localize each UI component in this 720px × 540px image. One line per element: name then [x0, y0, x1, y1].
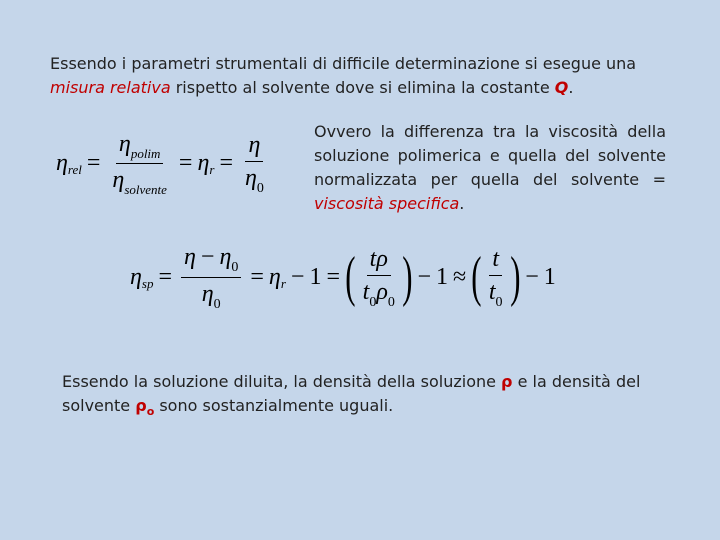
- eta-over-eta0-fraction: [242, 131, 267, 196]
- intro-end: .: [568, 78, 574, 97]
- fraction-denominator: $\eta_0$: [244, 164, 264, 196]
- left-paren: (: [471, 246, 482, 308]
- fraction-denominator: $\eta_{solvente}$: [112, 166, 167, 197]
- fraction-denominator: $\eta_0$: [201, 280, 221, 312]
- minus-sign: −: [417, 263, 432, 290]
- fraction-denominator: $t_0\rho_0$: [362, 278, 395, 310]
- intro-line1: Essendo i parametri strumentali di difficile determinazione si esegue una: [50, 54, 637, 73]
- fraction-numerator: η: [245, 131, 263, 162]
- one: 1: [436, 263, 449, 290]
- fraction-numerator: tρ: [367, 245, 391, 276]
- rho-symbol: ρ: [501, 372, 513, 391]
- equals-sign: =: [250, 263, 264, 290]
- specific-viscosity-paragraph: [314, 120, 666, 216]
- equals-sign: =: [158, 263, 173, 290]
- specific-highlight: viscosità specifica: [314, 194, 460, 213]
- approx-sign: ≈: [453, 263, 467, 290]
- r-subscript: r: [280, 276, 286, 291]
- r-subscript: r: [209, 162, 215, 177]
- one: 1: [543, 263, 556, 290]
- rho0-symbol: ρ: [135, 396, 147, 415]
- specific-end: .: [459, 194, 465, 213]
- intro-line2: rispetto al solvente dove si elimina la costante: [170, 78, 555, 97]
- intro-highlight: misura relativa: [50, 78, 171, 97]
- relative-viscosity-equation: [56, 128, 271, 198]
- equals-sign: =: [326, 263, 340, 290]
- intro-constant: Q: [554, 78, 569, 97]
- difference-fraction: [181, 243, 241, 312]
- equals-sign: =: [86, 149, 101, 176]
- specific-viscosity-equation: [130, 238, 556, 316]
- eta-symbol: η: [197, 149, 210, 176]
- density-time-fraction: [360, 245, 398, 310]
- equals-sign: =: [219, 149, 233, 176]
- rel-subscript: rel: [67, 162, 82, 177]
- time-fraction: [486, 245, 506, 310]
- one: 1: [309, 263, 322, 290]
- equals-sign: =: [178, 149, 193, 176]
- fraction-numerator: $\eta_{polim}$: [116, 130, 164, 164]
- left-paren: (: [345, 246, 356, 308]
- rho0-subscript: o: [146, 405, 155, 418]
- dilute-text2: e la densità del solvente: [62, 372, 641, 415]
- fraction-denominator: $t_0$: [488, 278, 503, 310]
- eta-symbol: η: [268, 263, 281, 290]
- eta-symbol: η: [56, 149, 68, 176]
- polim-over-solvente-fraction: [109, 130, 170, 197]
- minus-sign: −: [290, 263, 305, 290]
- dilute-solution-paragraph: [62, 370, 662, 424]
- dilute-text1: Essendo la soluzione diluita, la densità della soluzione: [62, 372, 502, 391]
- fraction-numerator: $\eta - \eta_0$: [181, 243, 241, 278]
- right-paren: ): [509, 246, 521, 308]
- fraction-numerator: t: [489, 245, 502, 276]
- intro-paragraph: [50, 52, 690, 100]
- sp-subscript: sp: [141, 276, 154, 291]
- dilute-text3: sono sostanzialmente uguali.: [154, 396, 394, 415]
- eta-symbol: η: [130, 263, 142, 290]
- specific-text: Ovvero la differenza tra la viscosità della soluzione polimerica e quella del solvente normalizzata per quella del solvente =: [314, 122, 666, 189]
- right-paren: ): [402, 246, 413, 308]
- minus-sign: −: [525, 263, 539, 290]
